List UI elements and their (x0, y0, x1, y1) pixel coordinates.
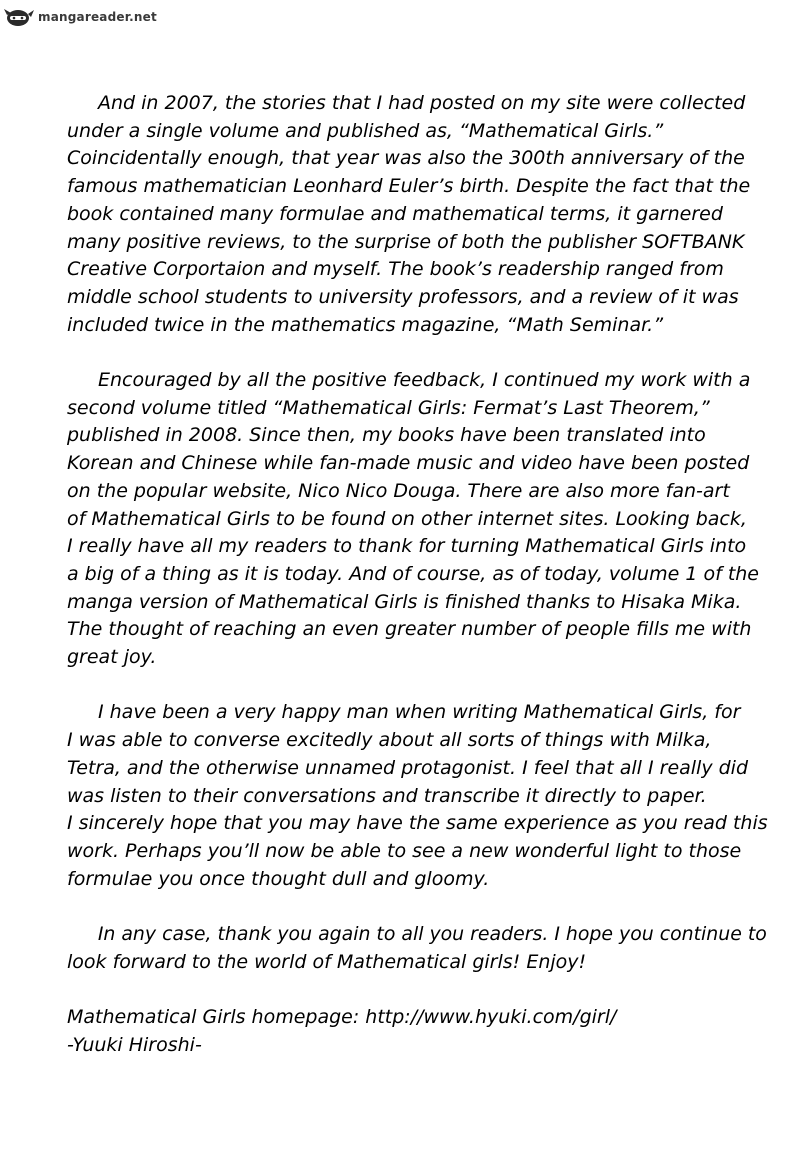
text-line: In any case, thank you again to all you readers. I hope you continue to (97, 923, 767, 946)
text-line: Tetra, and the otherwise unnamed protagonist. I feel that all I really did (67, 756, 749, 779)
text-line: on the popular website, Nico Nico Douga. There are also more fan-art (67, 479, 730, 502)
paragraph-gap (67, 976, 767, 1004)
text-line: I was able to converse excitedly about all sorts of things with Milka, (67, 729, 712, 752)
signature-line: -Yuuki Hiroshi- (67, 1033, 202, 1056)
ninja-head-icon (4, 7, 34, 27)
text-line: a big of a thing as it is today. And of course, as of today, volume 1 of the (67, 562, 759, 585)
text-line: book contained many formulae and mathematical terms, it garnered (67, 202, 723, 225)
text-line: manga version of Mathematical Girls is finished thanks to Hisaka Mika. (67, 590, 742, 613)
paragraph-gap (67, 339, 767, 367)
paragraph-gap (67, 672, 767, 700)
text-line: many positive reviews, to the surprise of both the publisher SOFTBANK (67, 230, 745, 253)
text-line: of Mathematical Girls to be found on other internet sites. Looking back, (67, 507, 747, 530)
paragraph-2 (67, 367, 767, 672)
homepage-line: Mathematical Girls homepage: http://www.hyuki.com/girl/ (67, 1006, 617, 1029)
text-line: included twice in the mathematics magazine, “Math Seminar.” (67, 313, 664, 336)
text-line: famous mathematician Leonhard Euler’s birth. Despite the fact that the (67, 175, 751, 198)
text-line: work. Perhaps you’ll now be able to see a new wonderful light to those (67, 839, 742, 862)
text-line: look forward to the world of Mathematical girls! Enjoy! (67, 950, 587, 973)
text-line: formulae you once thought dull and gloomy. (67, 867, 490, 890)
text-line: I really have all my readers to thank for turning Mathematical Girls into (67, 535, 747, 558)
text-line: was listen to their conversations and transcribe it directly to paper. (67, 784, 707, 807)
text-line: under a single volume and published as, “Mathematical Girls.” (67, 119, 664, 142)
text-line: published in 2008. Since then, my books have been translated into (67, 424, 706, 447)
text-line: Coincidentally enough, that year was also the 300th anniversary of the (67, 147, 745, 170)
closing-block (67, 1004, 767, 1059)
text-line: The thought of reaching an even greater number of people fills me with (67, 618, 752, 641)
text-line: second volume titled “Mathematical Girls: Fermat’s Last Theorem,” (67, 396, 710, 419)
site-watermark (4, 6, 157, 28)
paragraph-3 (67, 699, 767, 893)
text-line: middle school students to university professors, and a review of it was (67, 285, 739, 308)
paragraph-4 (67, 921, 767, 976)
paragraph-gap (67, 893, 767, 921)
text-line: I sincerely hope that you may have the same experience as you read this (67, 812, 768, 835)
text-line: I have been a very happy man when writing Mathematical Girls, for (98, 701, 741, 724)
text-line: Korean and Chinese while fan-made music and video have been posted (67, 452, 750, 475)
afterword-text (67, 90, 767, 1060)
text-line: And in 2007, the stories that I had posted on my site were collected (98, 92, 746, 114)
text-line: great joy. (67, 646, 157, 669)
watermark-text: mangareader.net (38, 10, 157, 24)
text-line: Creative Corportaion and myself. The book’s readership ranged from (67, 258, 724, 281)
paragraph-1 (67, 90, 767, 339)
text-line: Encouraged by all the positive feedback, I continued my work with a (98, 369, 751, 392)
